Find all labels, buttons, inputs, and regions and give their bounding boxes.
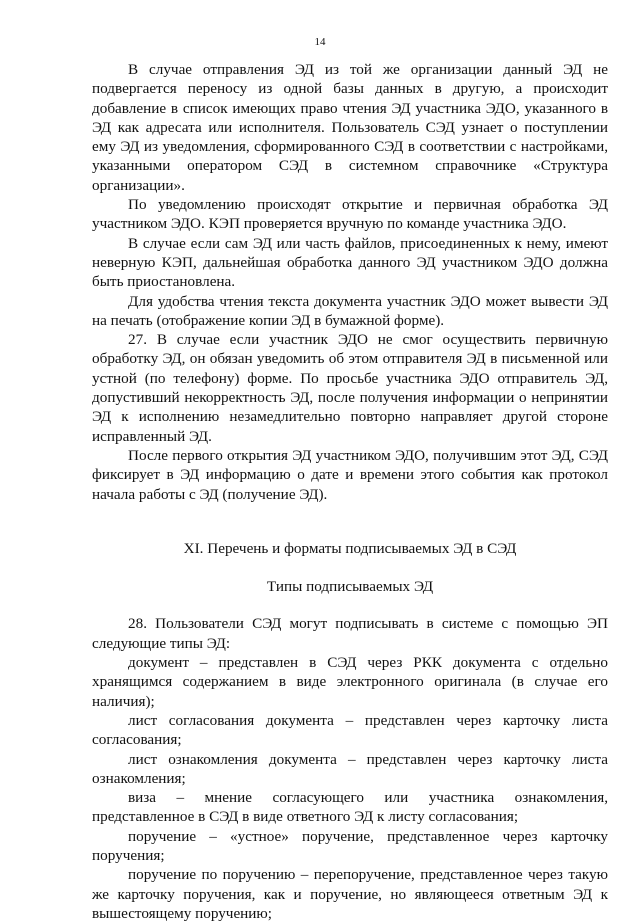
list-item: лист согласования документа – представлен через карточку листа согласования;: [92, 711, 608, 749]
section-heading: XI. Перечень и форматы подписываемых ЭД в СЭД: [183, 539, 517, 557]
paragraph: После первого открытия ЭД участником ЭДО, получившим этот ЭД, СЭД фиксирует в ЭД информацию о дате и времени этого события как протокол начала работы с ЭД (получение ЭД).: [92, 446, 608, 503]
paragraph: В случае отправления ЭД из той же организации данный ЭД не подвергается переносу из одной базы данных в другую, а происходит добавление в список имеющих право чтения ЭД участника ЭДО, указанного в ЭД как адресата или исполнителя. Пользователь СЭД узнает о поступлении ему ЭД из уведомления, сформированного СЭД в соответствии с настройками, указанными оператором СЭД в системном справочнике «Структура организации».: [92, 61, 608, 194]
paragraph: По уведомлению происходят открытие и первичная обработка ЭД участником ЭДО. КЭП проверяется вручную по команде участника ЭДО.: [92, 196, 608, 233]
subsection-heading: Типы подписываемых ЭД: [266, 578, 434, 596]
paragraph: Для удобства чтения текста документа участник ЭДО может вывести ЭД на печать (отображение копии ЭД в бумажной форме).: [92, 292, 608, 329]
list-item: поручение по поручению – перепоручение, представленное через такую же карточку поручения, как и поручение, но являющееся ответным ЭД к вышестоящему поручению;: [92, 866, 608, 922]
list-item: лист ознакомления документа – представлен через карточку листа ознакомления;: [92, 750, 608, 787]
list-item: документ – представлен в СЭД через РКК документа с отдельно хранящимся содержанием в виде электронного оригинала (в случае его наличия);: [92, 654, 608, 710]
page-number: 14: [314, 36, 326, 48]
list-item: виза – мнение согласующего или участника ознакомления, представленное в СЭД в виде ответного ЭД к листу согласования;: [92, 789, 608, 826]
list-item: поручение – «устное» поручение, представленное через карточку поручения;: [92, 827, 608, 864]
paragraph: 27. В случае если участник ЭДО не смог осуществить первичную обработку ЭД, он обязан уведомить об этом отправителя ЭД в письменной или устной (по телефону) форме. По просьбе участника ЭДО отправитель ЭД, допустивший некорректность ЭД, после получения информации о непринятии ЭД к исполнению незамедлительно повторно направляет другой стороне исправленный ЭД.: [92, 331, 608, 445]
document-body: [92, 60, 608, 923]
paragraph: В случае если сам ЭД или часть файлов, присоединенных к нему, имеют неверную КЭП, дальнейшая обработка данного ЭД участником ЭДО должна быть приостановлена.: [92, 234, 608, 291]
paragraph: 28. Пользователи СЭД могут подписывать в системе с помощью ЭП следующие типы ЭД:: [92, 615, 608, 652]
